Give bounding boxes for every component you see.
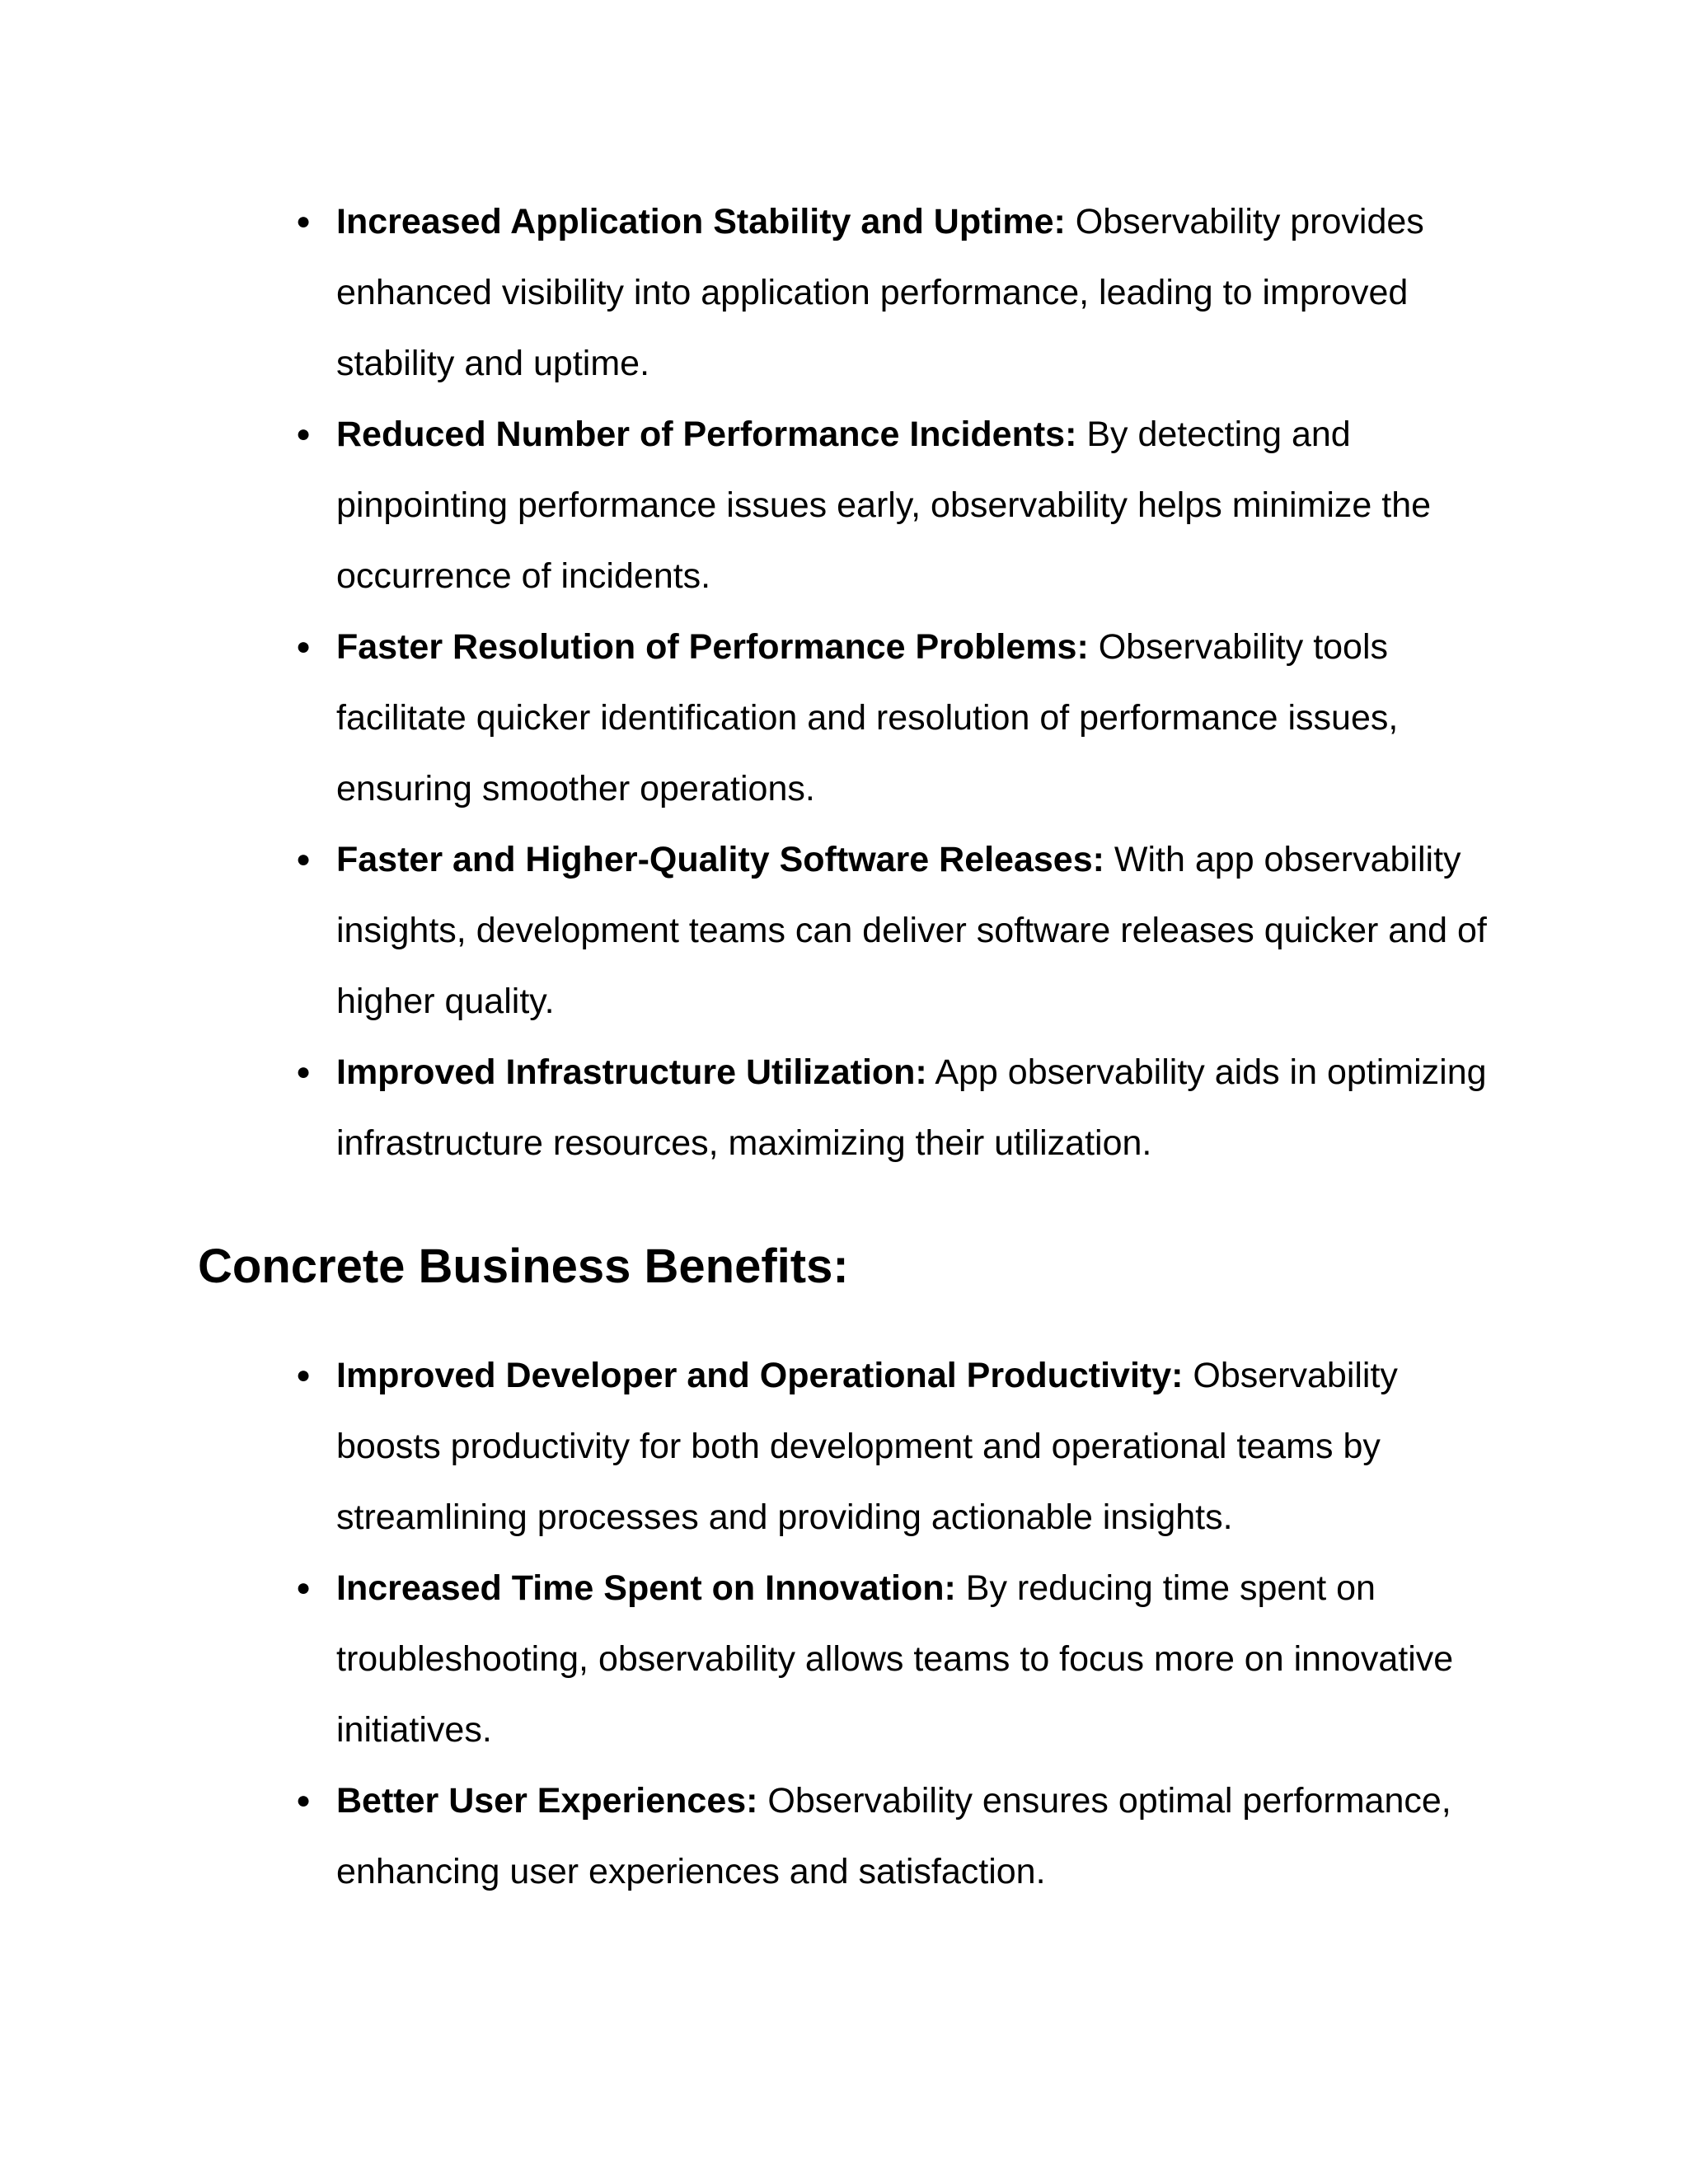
item-lead: Better User Experiences:: [336, 1781, 758, 1821]
bullet-icon: ●: [295, 1787, 312, 1814]
item-lead: Improved Developer and Operational Productivity:: [336, 1356, 1184, 1395]
item-text: Observability ensures optimal performance, enhancing user experiences and satisfaction.: [336, 1781, 1451, 1891]
item-text: Observability tools facilitate quicker identification and resolution of performance issues, ensuring smoother operations.: [336, 627, 1399, 808]
list-item: [0, 1340, 1490, 1553]
list-item: [0, 399, 1490, 612]
technical-benefits-list: [0, 186, 1490, 1179]
list-item: [0, 186, 1490, 399]
item-text: App observability aids in optimizing infrastructure resources, maximizing their utilization.: [336, 1052, 1487, 1163]
list-item: [0, 1037, 1490, 1179]
business-benefits-list: [0, 1340, 1490, 1907]
list-item: [0, 612, 1490, 824]
item-text: By detecting and pinpointing performance issues early, observability helps minimize the occurrence of incidents.: [336, 415, 1432, 596]
bullet-icon: ●: [295, 633, 312, 660]
item-lead: Increased Application Stability and Uptime:: [336, 202, 1066, 241]
item-lead: Reduced Number of Performance Incidents:: [336, 415, 1077, 454]
bullet-icon: ●: [295, 1361, 312, 1389]
bullet-icon: ●: [295, 1058, 312, 1085]
bullet-icon: ●: [295, 846, 312, 873]
item-lead: Increased Time Spent on Innovation:: [336, 1568, 956, 1608]
item-text: By reducing time spent on troubleshooting, observability allows teams to focus more on innovative initiatives.: [336, 1568, 1454, 1750]
item-text: Observability provides enhanced visibility into application performance, leading to improved stability and uptime.: [336, 202, 1424, 383]
section-heading: Concrete Business Benefits:: [198, 1240, 849, 1293]
list-item: [0, 1553, 1490, 1765]
list-item: [0, 824, 1490, 1037]
item-text: With app observability insights, development teams can deliver software releases quicker and of higher quality.: [336, 840, 1487, 1021]
item-lead: Improved Infrastructure Utilization:: [336, 1052, 927, 1092]
item-lead: Faster Resolution of Performance Problems:: [336, 627, 1089, 667]
item-text: Observability boosts productivity for both development and operational teams by streamlining processes and providing actionable insights.: [336, 1356, 1398, 1537]
list-item: [0, 1765, 1490, 1907]
bullet-icon: ●: [295, 208, 312, 235]
bullet-icon: ●: [295, 420, 312, 448]
bullet-icon: ●: [295, 1574, 312, 1601]
item-lead: Faster and Higher-Quality Software Releases:: [336, 840, 1104, 879]
